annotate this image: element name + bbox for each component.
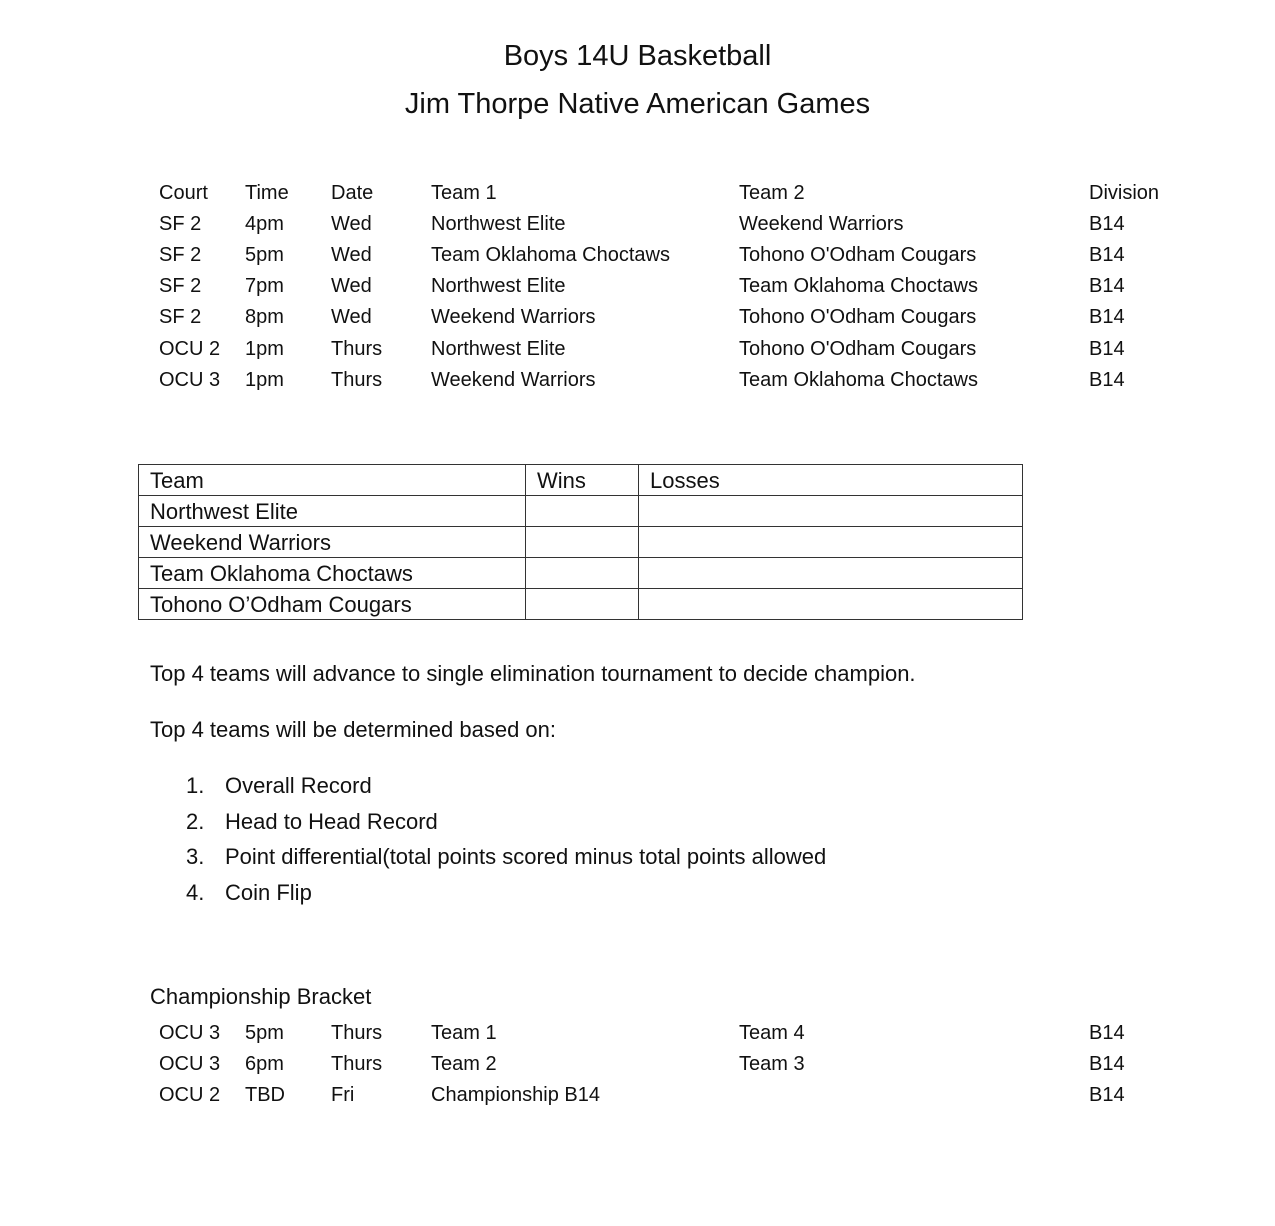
- division-cell: B14: [1089, 213, 1125, 235]
- schedule-row: [0, 273, 1275, 299]
- losses-cell: [639, 558, 1023, 589]
- court-cell: SF 2: [159, 213, 202, 235]
- column-header-team1: Team 1: [431, 182, 497, 204]
- date-cell: Wed: [331, 275, 372, 297]
- division-cell: B14: [1089, 306, 1125, 328]
- column-header-court: Court: [159, 182, 208, 204]
- date-cell: Thurs: [331, 369, 383, 391]
- court-cell: SF 2: [159, 275, 202, 297]
- time-cell: 1pm: [245, 369, 284, 391]
- court-cell: OCU 2: [159, 338, 221, 360]
- schedule-header-row: [0, 180, 1275, 206]
- page-subtitle: Jim Thorpe Native American Games: [404, 88, 871, 120]
- time-cell: 5pm: [245, 1022, 284, 1044]
- team2-cell: Tohono O'Odham Cougars: [739, 306, 977, 328]
- list-number: 1.: [186, 773, 205, 798]
- column-header-wins: Wins: [526, 465, 639, 496]
- team1-cell: Northwest Elite: [431, 338, 566, 360]
- division-cell: B14: [1089, 244, 1125, 266]
- schedule-row: [0, 242, 1275, 268]
- team1-cell: Team Oklahoma Choctaws: [431, 244, 670, 266]
- time-cell: 4pm: [245, 213, 284, 235]
- list-text: Head to Head Record: [225, 808, 438, 834]
- bracket-row: [0, 1051, 1275, 1077]
- schedule-row: [0, 304, 1275, 330]
- court-cell: SF 2: [159, 306, 202, 328]
- team-cell: Tohono O’Odham Cougars: [139, 589, 526, 620]
- division-cell: B14: [1089, 369, 1125, 391]
- team1-cell: Northwest Elite: [431, 213, 566, 235]
- schedule-row: [0, 336, 1275, 362]
- column-header-date: Date: [331, 182, 374, 204]
- schedule-row: [0, 367, 1275, 393]
- bracket-row: [0, 1020, 1275, 1046]
- team2-cell: Team 4: [739, 1022, 805, 1044]
- standings-row: [139, 496, 1023, 527]
- team-cell: Northwest Elite: [139, 496, 526, 527]
- team1-cell: Weekend Warriors: [431, 369, 596, 391]
- standings-row: [139, 527, 1023, 558]
- losses-cell: [639, 589, 1023, 620]
- date-cell: Thurs: [331, 1053, 383, 1075]
- division-cell: B14: [1089, 1084, 1125, 1106]
- division-cell: B14: [1089, 1022, 1125, 1044]
- team2-cell: Weekend Warriors: [739, 213, 904, 235]
- list-number: 2.: [186, 808, 205, 834]
- division-cell: B14: [1089, 275, 1125, 297]
- list-text: Point differential(total points scored minus total points allowed: [225, 844, 827, 869]
- bracket-title: Championship Bracket: [150, 984, 372, 1009]
- time-cell: 5pm: [245, 244, 284, 266]
- losses-cell: [639, 496, 1023, 527]
- team1-cell: Team 1: [431, 1022, 497, 1044]
- team2-cell: Tohono O'Odham Cougars: [739, 338, 977, 360]
- standings-row: [139, 558, 1023, 589]
- date-cell: Fri: [331, 1084, 355, 1106]
- date-cell: Wed: [331, 213, 372, 235]
- team2-cell: Team Oklahoma Choctaws: [739, 275, 978, 297]
- time-cell: 6pm: [245, 1053, 284, 1075]
- wins-cell: [526, 527, 639, 558]
- column-header-team: Team: [139, 465, 526, 496]
- column-header-division: Division: [1089, 182, 1160, 204]
- team1-cell: Northwest Elite: [431, 275, 566, 297]
- team1-cell: Championship B14: [431, 1084, 600, 1106]
- team1-cell: Team 2: [431, 1053, 497, 1075]
- team1-cell: Weekend Warriors: [431, 306, 596, 328]
- standings-row: [139, 589, 1023, 620]
- team-cell: Weekend Warriors: [139, 527, 526, 558]
- time-cell: TBD: [245, 1084, 285, 1106]
- date-cell: Thurs: [331, 1022, 383, 1044]
- standings-header-row: [139, 465, 1023, 496]
- team2-cell: Tohono O'Odham Cougars: [739, 244, 977, 266]
- list-text: Overall Record: [225, 773, 372, 798]
- date-cell: Wed: [331, 306, 372, 328]
- time-cell: 8pm: [245, 306, 284, 328]
- list-number: 4.: [186, 879, 205, 905]
- time-cell: 1pm: [245, 338, 284, 360]
- column-header-time: Time: [245, 182, 289, 204]
- wins-cell: [526, 589, 639, 620]
- team-cell: Team Oklahoma Choctaws: [139, 558, 526, 589]
- date-cell: Thurs: [331, 338, 383, 360]
- team2-cell: Team 3: [739, 1053, 805, 1075]
- date-cell: Wed: [331, 244, 372, 266]
- list-number: 3.: [186, 844, 205, 869]
- court-cell: OCU 2: [159, 1084, 221, 1106]
- wins-cell: [526, 558, 639, 589]
- page-title: Boys 14U Basketball: [503, 40, 772, 72]
- court-cell: OCU 3: [159, 1022, 221, 1044]
- wins-cell: [526, 496, 639, 527]
- court-cell: OCU 3: [159, 369, 221, 391]
- standings-table: [138, 464, 1023, 620]
- losses-cell: [639, 527, 1023, 558]
- time-cell: 7pm: [245, 275, 284, 297]
- court-cell: OCU 3: [159, 1053, 221, 1075]
- column-header-team2: Team 2: [739, 182, 805, 204]
- division-cell: B14: [1089, 1053, 1125, 1075]
- division-cell: B14: [1089, 338, 1125, 360]
- team2-cell: Team Oklahoma Choctaws: [739, 369, 978, 391]
- court-cell: SF 2: [159, 244, 202, 266]
- schedule-row: [0, 211, 1275, 237]
- advance-note: Top 4 teams will advance to single elimination tournament to decide champion.: [150, 661, 916, 686]
- bracket-row: [0, 1082, 1275, 1108]
- criteria-intro: Top 4 teams will be determined based on:: [150, 717, 557, 742]
- list-text: Coin Flip: [225, 879, 312, 905]
- column-header-losses: Losses: [639, 465, 1023, 496]
